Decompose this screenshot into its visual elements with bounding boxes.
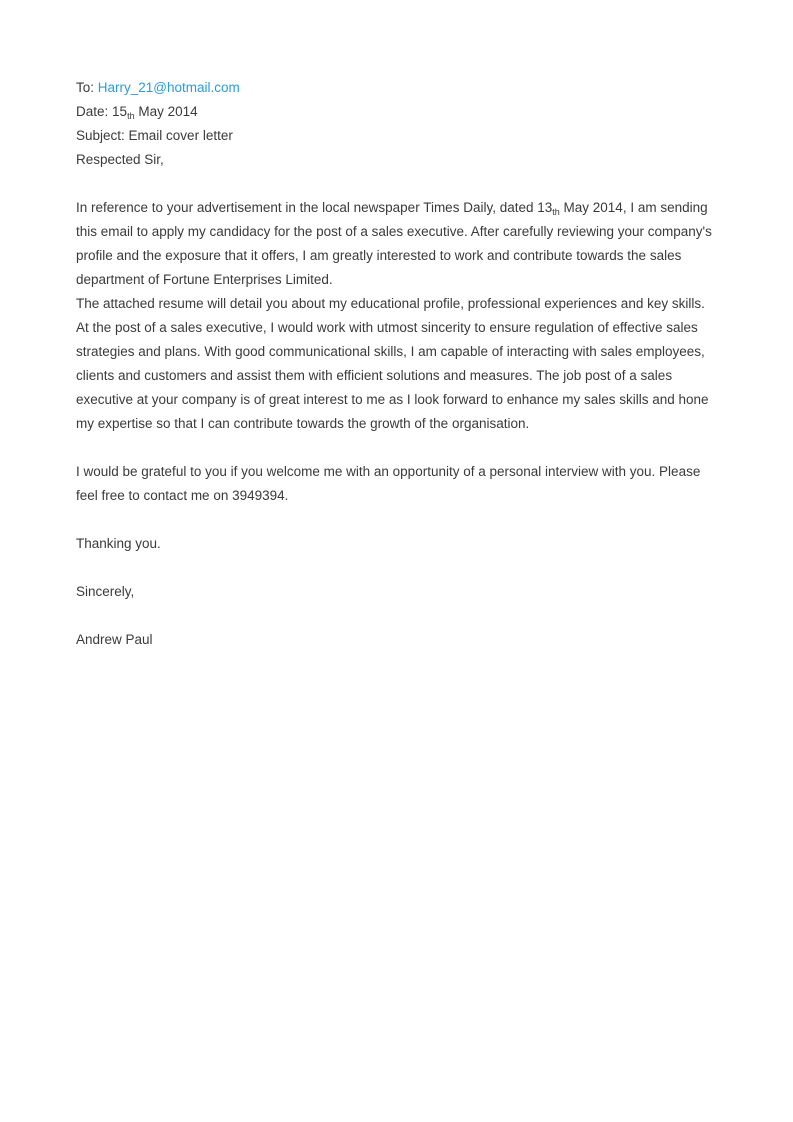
date-month-year: May 2014 [138, 104, 198, 119]
spacer-before-sincerely [76, 556, 719, 580]
recipient-email-link[interactable]: Harry_21@hotmail.com [97, 80, 240, 95]
closing-thanks: Thanking you. [76, 536, 161, 551]
to-line [76, 76, 719, 100]
paragraph1-ordinal-suffix: th [552, 207, 560, 217]
subject-label: Subject: [76, 128, 125, 143]
letter-body [76, 76, 719, 652]
body-paragraph-2: The attached resume will detail you about my educational profile, professional experiences and key skills. At the post of a sales executive, I would work with utmost sincerity to ensure regulation of effective sales strategies and plans. With good communicational skills, I am capable of interacting with sales employees, clients and customers and assist them with efficient solutions and measures. The job post of a sales executive at your company is of great interest to me as I look forward to enhance my sales skills and hone my expertise so that I can contribute towards the growth of the organisation. [76, 296, 709, 431]
subject-value: Email cover letter [128, 128, 233, 143]
paragraph1-text-part1: In reference to your advertisement in the local newspaper Times Daily, dated 13 [76, 200, 553, 215]
spacer-before-thanks [76, 508, 719, 532]
body-paragraph-3: I would be grateful to you if you welcome me with an opportunity of a personal interview with you. Please feel free to contact me on 3949394. [76, 464, 701, 503]
signature-name: Andrew Paul [76, 632, 153, 647]
to-label: To: [76, 80, 95, 95]
closing-sincerely: Sincerely, [76, 584, 135, 599]
date-ordinal-suffix: th [127, 111, 135, 121]
spacer-before-paragraph-3 [76, 436, 719, 460]
date-line [76, 100, 719, 124]
body-paragraph-1 [76, 196, 719, 292]
date-label: Date: [76, 104, 109, 119]
spacer-before-signature [76, 604, 719, 628]
date-day: 15 [112, 104, 128, 119]
salutation: Respected Sir, [76, 152, 164, 167]
spacer-after-header [76, 172, 719, 196]
paragraph1-text-part2: May 2014, I am sending this email to apply my candidacy for the post of a sales executive. After carefully reviewing your company's profile and the exposure that it offers, I am greatly interested to work and contribute towards the sales department of Fortune Enterprises Limited. [76, 200, 712, 287]
subject-line [76, 124, 719, 148]
letter-header [76, 76, 719, 172]
